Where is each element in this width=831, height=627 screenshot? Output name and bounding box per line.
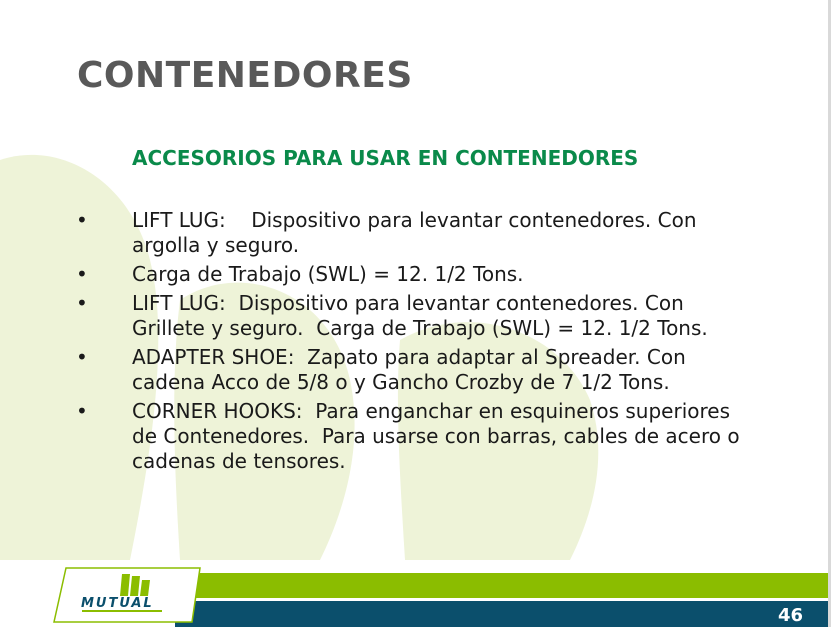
bullet-item xyxy=(76,262,756,287)
mutual-logo-text: MUTUAL xyxy=(81,596,154,611)
footer-green-bar xyxy=(188,573,828,598)
bullet-dot: • xyxy=(76,208,88,232)
bullet-list xyxy=(76,208,756,478)
footer-navy-bar xyxy=(175,601,828,627)
bullet-dot: • xyxy=(76,399,88,423)
bullet-item xyxy=(76,345,756,395)
bullet-item xyxy=(76,208,756,258)
bullet-text: CORNER HOOKS: Para enganchar en esquineros superiores de Contenedores. Para usarse con barras, cables de acero o cadenas de tensores. xyxy=(132,399,746,473)
bullet-item xyxy=(76,291,756,341)
bullet-text: LIFT LUG: Dispositivo para levantar contenedores. Con Grillete y seguro. Carga de Trabajo (SWL) = 12. 1/2 Tons. xyxy=(132,291,708,340)
mutual-logo-card xyxy=(52,566,202,624)
bullet-item xyxy=(76,399,756,474)
bullet-text: LIFT LUG: Dispositivo para levantar contenedores. Con argolla y seguro. xyxy=(132,208,703,257)
bullet-dot: • xyxy=(76,291,88,315)
slide-subtitle: ACCESORIOS PARA USAR EN CONTENEDORES xyxy=(132,146,639,170)
page-number: 46 xyxy=(777,605,803,626)
bullet-dot: • xyxy=(76,345,88,369)
bullet-text: Carga de Trabajo (SWL) = 12. 1/2 Tons. xyxy=(132,262,524,286)
bullet-dot: • xyxy=(76,262,88,286)
slide-title: CONTENEDORES xyxy=(77,55,413,96)
bullet-text: ADAPTER SHOE: Zapato para adaptar al Spreader. Con cadena Acco de 5/8 o y Gancho Crozby de 7 1/2 Tons. xyxy=(132,345,693,394)
